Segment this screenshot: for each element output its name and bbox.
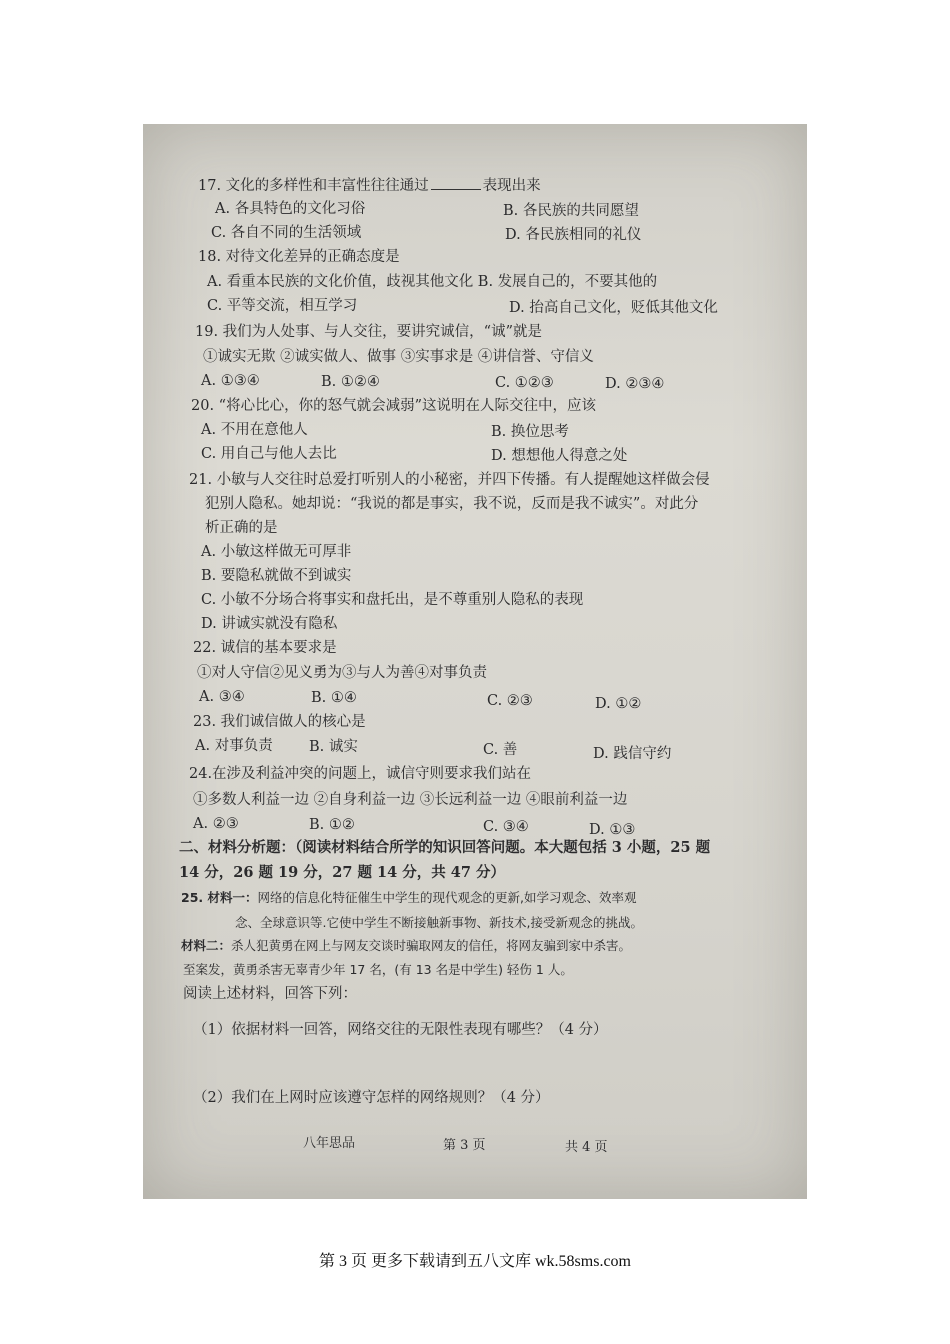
q25-subquestion-1: （1）依据材料一回答，网络交往的无限性表现有哪些？（4 分） <box>193 1022 608 1038</box>
q25-material2-label: 材料二： <box>181 938 232 953</box>
q17-option-b: B. 各民族的共同愿望 <box>503 203 639 219</box>
q17-stem-prefix: 17. 文化的多样性和丰富性往往通过 <box>198 178 429 194</box>
q17-option-c: C. 各自不同的生活领域 <box>211 225 362 241</box>
q24-option-d: D. ①③ <box>589 822 636 838</box>
q25-material1-line1 <box>181 888 636 908</box>
q17-stem-suffix: 表现出来 <box>482 178 541 194</box>
q24-option-c: C. ③④ <box>483 819 529 835</box>
q23-option-d: D. 践信守约 <box>593 746 672 762</box>
download-caption: 第 3 页 更多下载请到五八文库 wk.58sms.com <box>318 1253 631 1270</box>
q20-stem: 20. “将心比心，你的怒气就会减弱”这说明在人际交往中，应该 <box>191 398 596 414</box>
q24-option-b: B. ①② <box>309 817 355 833</box>
q22-items: ①对人守信②见义勇为③与人为善④对事负责 <box>197 665 487 681</box>
q17-option-a: A. 各具特色的文化习俗 <box>215 201 366 217</box>
q18-option-ab: A. 看重本民族的文化价值，歧视其他文化 B. 发展自己的，不要其他的 <box>207 274 658 290</box>
q18-option-d: D. 抬高自己文化，贬低其他文化 <box>509 300 718 316</box>
q20-option-c: C. 用自己与他人去比 <box>201 446 337 462</box>
q22-option-c: C. ②③ <box>487 693 533 709</box>
q25-instruction: 阅读上述材料，回答下列： <box>183 986 357 1002</box>
q19-option-a: A. ①③④ <box>201 373 260 389</box>
q24-items: ①多数人利益一边 ②自身利益一边 ③长远利益一边 ④眼前利益一边 <box>193 792 628 808</box>
q19-stem: 19. 我们为人处事、与人交往，要讲究诚信，“诚”就是 <box>195 324 542 340</box>
section2-heading-line2: 14 分，26 题 19 分，27 题 14 分，共 47 分） <box>179 864 506 881</box>
q19-option-d: D. ②③④ <box>605 376 665 392</box>
q25-material2-text1: 杀人犯黄勇在网上与网友交谈时骗取网友的信任，将网友骗到家中杀害。 <box>231 938 632 953</box>
q21-option-d: D. 讲诚实就没有隐私 <box>201 616 338 632</box>
q25-material2-line2: 至案发，黄勇杀害无辜青少年 17 名，(有 13 名是中学生) 轻伤 1 人。 <box>183 962 573 977</box>
q17-option-d: D. 各民族相同的礼仪 <box>505 227 642 243</box>
q23-option-a: A. 对事负责 <box>195 738 273 754</box>
sheet-footer-subject: 八年思品 <box>303 1136 356 1151</box>
q17-stem <box>198 176 541 196</box>
q19-option-c: C. ①②③ <box>495 375 554 391</box>
q18-option-c: C. 平等交流，相互学习 <box>207 298 358 314</box>
exam-sheet <box>143 124 807 1199</box>
q21-option-c: C. 小敏不分场合将事实和盘托出，是不尊重别人隐私的表现 <box>201 592 584 608</box>
q20-option-b: B. 换位思考 <box>491 424 569 440</box>
q20-option-a: A. 不用在意他人 <box>201 422 308 438</box>
exam-page-photo <box>143 124 807 1199</box>
q24-stem: 24.在涉及利益冲突的问题上，诚信守则要求我们站在 <box>189 766 532 782</box>
section2-heading-line1: 二、材料分析题：（阅读材料结合所学的知识回答问题。本大题包括 3 小题，25 题 <box>179 839 711 856</box>
q21-option-b: B. 要隐私就做不到诚实 <box>201 568 352 584</box>
q25-subquestion-2: （2）我们在上网时应该遵守怎样的网络规则？（4 分） <box>193 1090 550 1106</box>
q19-items: ①诚实无欺 ②诚实做人、做事 ③实事求是 ④讲信誉、守信义 <box>203 349 594 365</box>
q22-option-b: B. ①④ <box>311 690 357 706</box>
q23-option-b: B. 诚实 <box>309 739 358 755</box>
q22-option-a: A. ③④ <box>199 689 245 705</box>
q21-stem-line1: 21. 小敏与人交往时总爱打听别人的小秘密，并四下传播。有人提醒她这样做会侵 <box>189 472 710 488</box>
q23-option-c: C. 善 <box>483 742 518 758</box>
q25-material1-text1: 网络的信息化特征催生中学生的现代观念的更新,如学习观念、效率观 <box>257 890 637 905</box>
q21-option-a: A. 小敏这样做无可厚非 <box>201 544 352 560</box>
q20-option-d: D. 想想他人得意之处 <box>491 448 628 464</box>
q18-stem: 18. 对待文化差异的正确态度是 <box>198 249 400 265</box>
q25-material2-line1 <box>181 936 631 956</box>
q22-option-d: D. ①② <box>595 696 642 712</box>
q21-stem-line2: 犯别人隐私。她却说：“我说的都是事实，我不说，反而是我不诚实”。对此分 <box>205 496 699 512</box>
q23-stem: 23. 我们诚信做人的核心是 <box>193 714 366 730</box>
sheet-footer-total: 共 4 页 <box>565 1140 608 1155</box>
q19-option-b: B. ①②④ <box>321 374 380 390</box>
q25-material1-label: 25. 材料一： <box>181 890 258 905</box>
sheet-footer-page: 第 3 页 <box>443 1138 486 1153</box>
q22-stem: 22. 诚信的基本要求是 <box>193 640 337 656</box>
q21-stem-line3: 析正确的是 <box>205 520 278 536</box>
q24-option-a: A. ②③ <box>193 816 239 832</box>
answer-blank <box>431 189 481 190</box>
q25-material1-line2: 念、全球意识等.它使中学生不断接触新事物、新技术,接受新观念的挑战。 <box>235 915 643 930</box>
